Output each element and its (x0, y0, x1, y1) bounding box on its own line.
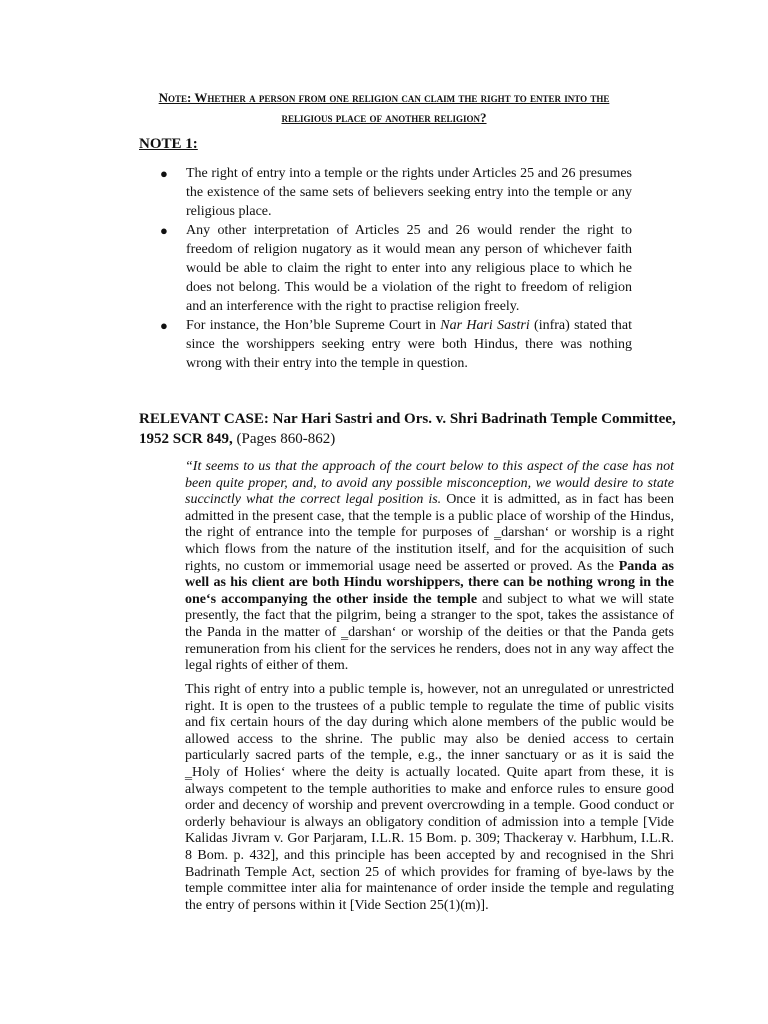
bullet-text: Any other interpretation of Articles 25 and 26 would render the right to freedom of religion nugatory as it would mean any person of whichever faith would be able to claim the right to enter into any religious place to which he does not belong. This would be a violation of the right to freedom of religion and an interference with the right to practise religion freely. (186, 223, 632, 314)
quote-text-a: Once it is admitted, as in fact has been admitted in the present case, that the temple is a public place of worship of the Hindus, the right of entrance into the temple for purposes of ‗darshan‘ or worship is a right which flows from the nature of the institution itself, and for the acquisition of such rights, no custom or immemorial usage need be asserted or proved. As the (185, 492, 674, 574)
heading-line-1: Note: Whether a person from one religion can claim the right to enter into the (158, 90, 610, 105)
bullet-item (160, 316, 632, 373)
bullet-dot-icon: ● (160, 166, 168, 181)
bullet-text-after: (infra) stated that since the worshippers seeking entry were both Hindus, there was nothing wrong with their entry into the temple in question. (186, 318, 632, 371)
bullet-item (160, 221, 632, 316)
quote-bold-passage: Panda as well as his client are both Hindu worshippers, there can be nothing wrong in the one‘s accompanying the other inside the temple (185, 558, 674, 607)
relevant-case-citation: RELEVANT CASE: Nar Hari Sastri and Ors. v. Shri Badrinath Temple Committee, 1952 SCR 849, (139, 411, 676, 447)
bullet-list (160, 164, 632, 373)
bullet-dot-icon: ● (160, 318, 168, 333)
quote-paragraph-2: This right of entry into a public temple is, however, not an unregulated or unrestricted right. It is open to the trustees of a public temple to regulate the time of public visits and fix certain hours of the day during which alone members of the public would be allowed access to the shrine. The public may also be denied access to certain particularly sacred parts of the temple, e.g., the inner sanctuary or as it is said the ‗Holy of Holies‘ where the deity is actually located. Quite apart from these, it is always competent to the temple authorities to make and enforce rules to ensure good order and decency of worship and prevent overcrowding in a temple. Good conduct or orderly behaviour is always an obligatory condition of admission into a temple [Vide Kalidas Jivram v. Gor Parjaram, I.L.R. 15 Bom. p. 309; Thackeray v. Harbhum, I.L.R. 8 Bom. p. 432], and this principle has been accepted by and recognised in the Shri Badrinath Temple Act, section 25 of which provides for framing of bye-laws by the temple committee inter alia for maintenance of order inside the temple and regulating the entry of persons within it [Vide Section 25(1)(m)]. (185, 682, 674, 913)
quote-paragraph-1 (185, 459, 674, 675)
bullet-dot-icon: ● (160, 223, 168, 238)
quote-italic-opening: “It seems to us that the approach of the court below to this aspect of the case has not been quite proper, and, to avoid any possible misconception, we would desire to state succinctly what the correct legal position is. (185, 459, 674, 508)
bullet-case-name: Nar Hari Sastri (440, 318, 530, 333)
relevant-case-pages: (Pages 860-862) (232, 431, 336, 447)
heading-line-2: religious place of another religion? (281, 110, 487, 125)
bullet-text-before: For instance, the Hon’ble Supreme Court in (186, 318, 441, 333)
bullet-item (160, 164, 632, 221)
quote-text-b: and subject to what we will state presently, the fact that the pilgrim, being a stranger to the spot, takes the assistance of the Panda in the matter of ‗darshan‘ or worship of the deities or that the Panda gets remuneration from his client for the services he renders, does not in any way affect the legal rights of either of them. (185, 591, 675, 674)
bullet-text: The right of entry into a temple or the rights under Articles 25 and 26 presumes the existence of the same sets of believers seeking entry into the temple or any religious place. (186, 166, 632, 219)
document-heading (80, 88, 688, 128)
note-label: NOTE 1: (139, 136, 198, 152)
relevant-case-heading (139, 409, 679, 449)
